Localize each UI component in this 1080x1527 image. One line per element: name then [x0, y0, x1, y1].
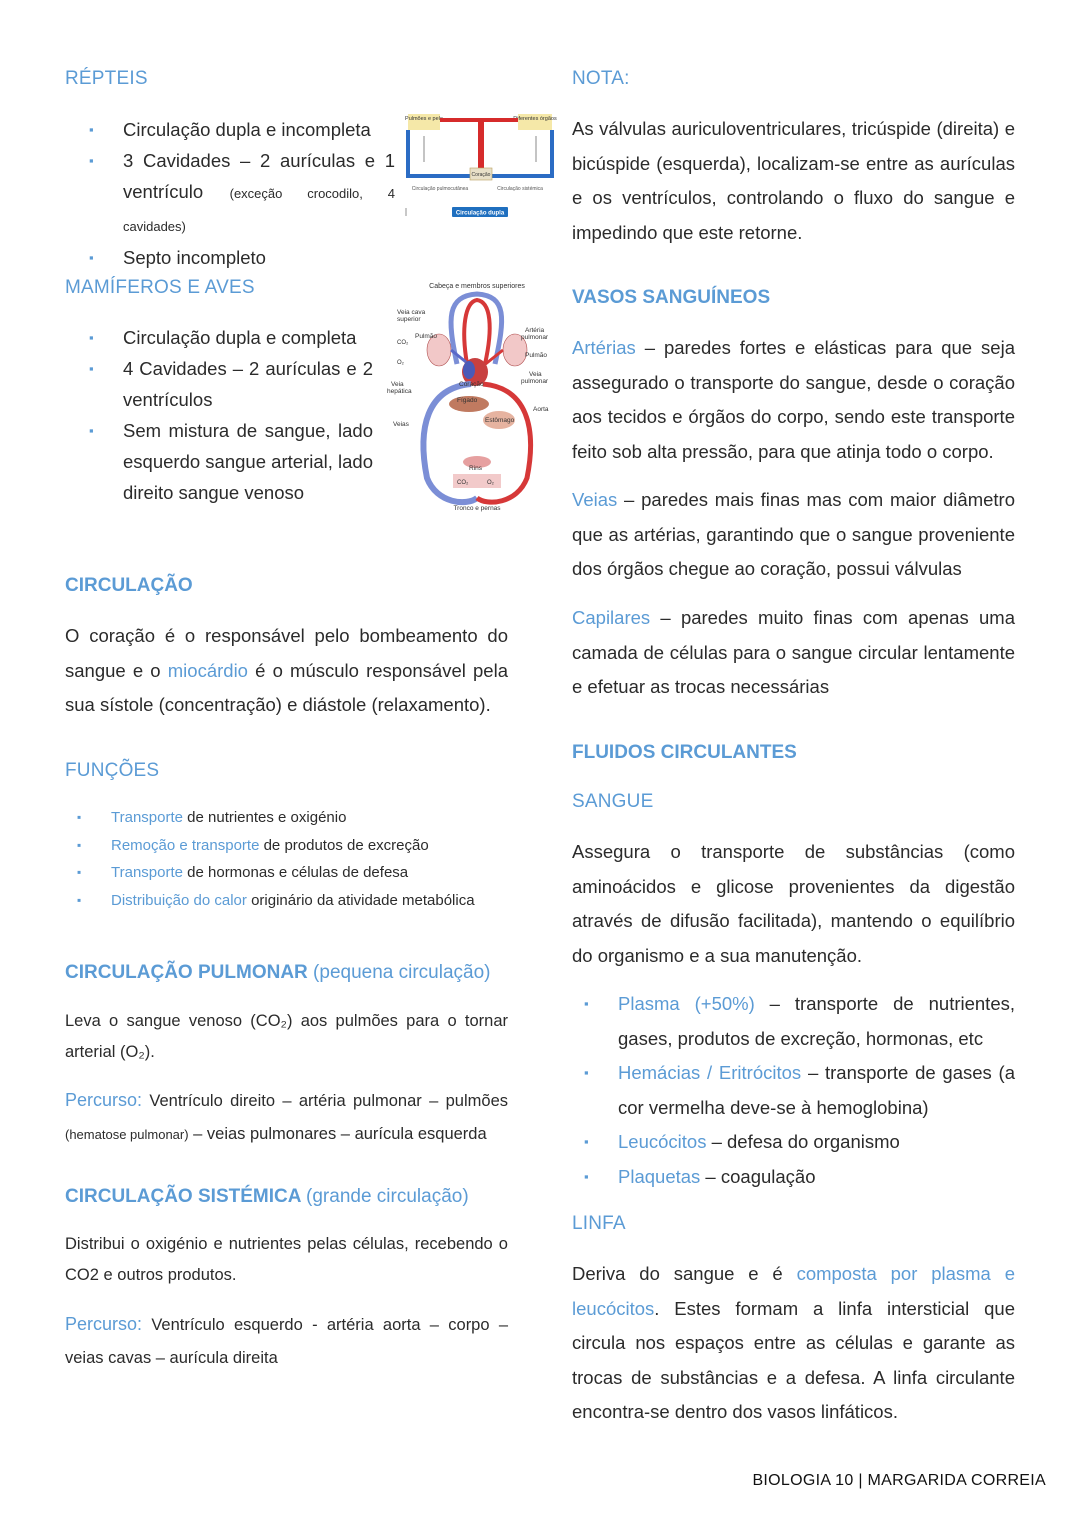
svg-text:Pulmão: Pulmão: [525, 352, 548, 359]
list-item: ▪ Transporte de hormonas e células de defesa: [65, 859, 505, 887]
circulacao-paragraph: O coração é o responsável pelo bombeamento do sangue e o miocárdio é o músculo responsável pela sua sístole (concentração) e diástole (relaxamento).: [65, 625, 508, 715]
svg-text:Aorta: Aorta: [533, 406, 549, 413]
svg-text:Fígado: Fígado: [457, 397, 478, 404]
page-footer: BIOLOGIA 10 | MARGARIDA CORREIA: [752, 1472, 1046, 1489]
capilares-paragraph: Capilares – paredes muito finas com apenas uma camada de células para o sangue circular lentamente e efetuar as trocas necessárias: [572, 607, 1015, 697]
sistemica-paragraph: Distribui o oxigénio e nutrientes pelas células, recebendo o CO2 e outros produtos.: [65, 1235, 508, 1284]
svg-text:Veia: Veia: [529, 371, 542, 378]
svg-text:pulmonar: pulmonar: [521, 378, 549, 385]
svg-text:Veias: Veias: [393, 421, 409, 428]
funcoes-heading: FUNÇÕES: [65, 760, 160, 781]
svg-text:Coração: Coração: [459, 381, 484, 388]
list-item: ▪ Circulação dupla e incompleta: [65, 114, 395, 145]
svg-text:superior: superior: [397, 316, 421, 323]
svg-text:Rins: Rins: [469, 465, 483, 472]
repteis-list: [65, 114, 395, 273]
list-item: ▪ Plasma (+50%) – transporte de nutrientes, gases, produtos de excreção, hormonas, etc: [560, 987, 1015, 1056]
svg-text:Coração: Coração: [471, 172, 491, 178]
pulmonar-percurso: Percurso: Ventrículo direito – artéria pulmonar – pulmões (hematose pulmonar) – veias pulmonares – aurícula esquerda: [65, 1090, 508, 1143]
list-item: ▪ 3 Cavidades – 2 aurículas e 1 ventrículo (exceção crocodilo, 4 cavidades): [65, 145, 395, 242]
list-item: ▪ Hemácias / Eritrócitos – transporte de gases (a cor vermelha deve-se à hemoglobina): [560, 1056, 1015, 1125]
svg-text:Estômago: Estômago: [485, 417, 515, 424]
sistemica-heading: CIRCULAÇÃO SISTÉMICA (grande circulação): [65, 1186, 469, 1207]
list-item: ▪ Sem mistura de sangue, lado esquerdo sangue arterial, lado direito sangue venoso: [65, 415, 373, 508]
svg-text:Cabeça e membros superiores: Cabeça e membros superiores: [429, 283, 525, 290]
fluidos-heading: FLUIDOS CIRCULANTES: [572, 742, 797, 763]
sangue-heading: SANGUE: [572, 791, 654, 812]
list-item: ▪ Leucócitos – defesa do organismo: [560, 1125, 1015, 1160]
circulacao-heading: CIRCULAÇÃO: [65, 575, 193, 596]
svg-text:Veia: Veia: [391, 381, 404, 388]
pulmonar-heading: CIRCULAÇÃO PULMONAR (pequena circulação): [65, 962, 491, 983]
svg-text:CO₂: CO₂: [397, 340, 409, 346]
repteis-heading: RÉPTEIS: [65, 68, 148, 89]
svg-text:Circulação dupla: Circulação dupla: [455, 210, 505, 217]
sangue-list: [560, 987, 1015, 1194]
svg-text:Veia cava: Veia cava: [397, 309, 426, 316]
sistemica-percurso: Percurso: Ventrículo esquerdo - artéria aorta – corpo – veias cavas – aurícula direita: [65, 1314, 508, 1367]
mamiferos-list: [65, 322, 373, 508]
svg-text:O₂: O₂: [487, 480, 494, 486]
linfa-heading: LINFA: [572, 1213, 626, 1234]
svg-text:hepática: hepática: [387, 388, 412, 395]
reptile-circulation-diagram: [400, 110, 600, 222]
svg-text:pulmonar: pulmonar: [521, 334, 549, 341]
svg-text:Tronco e pernas: Tronco e pernas: [453, 505, 501, 512]
svg-text:Pulmões e pele: Pulmões e pele: [405, 116, 443, 122]
svg-text:Circulação sistémica: Circulação sistémica: [497, 186, 543, 192]
mamiferos-heading: MAMÍFEROS E AVES: [65, 277, 255, 298]
svg-text:O₂: O₂: [397, 360, 404, 366]
sangue-paragraph: Assegura o transporte de substâncias (como aminoácidos e glicose provenientes da digestão através de difusão facilitada), mantendo o equilíbrio do organismo e a sua manutenção.: [572, 841, 1015, 966]
list-item: ▪ 4 Cavidades – 2 aurículas e 2 ventrículos: [65, 353, 373, 415]
list-item: ▪ Remoção e transporte de produtos de excreção: [65, 832, 505, 860]
list-item: ▪ Septo incompleto: [65, 242, 395, 273]
svg-text:Diferentes órgãos: Diferentes órgãos: [513, 116, 557, 122]
list-item: ▪ Circulação dupla e completa: [65, 322, 373, 353]
funcoes-list: [65, 804, 505, 914]
linfa-paragraph: Deriva do sangue e é composta por plasma e leucócitos. Estes formam a linfa intersticial que circula nos espaços entre as células e garante as trocas de substâncias e a defesa. A linfa circulante encontra-se dentro dos vasos linfáticos.: [572, 1263, 1015, 1422]
svg-text:Pulmão: Pulmão: [415, 333, 438, 340]
veias-paragraph: Veias – paredes mais finas mas com maior diâmetro que as artérias, garantindo que o sangue proveniente dos órgãos chegue ao coração, possui válvulas: [572, 489, 1015, 579]
nota-paragraph: As válvulas auriculoventriculares, tricúspide (direita) e bicúspide (esquerda), localizam-se entre as aurículas e os ventrículos, controlando o fluxo do sangue e impedindo que este retorne.: [572, 118, 1015, 243]
svg-text:Artéria: Artéria: [525, 327, 545, 334]
pulmonar-paragraph: Leva o sangue venoso (CO₂) aos pulmões para o tornar arterial (O₂).: [65, 1012, 508, 1061]
arterias-paragraph: Artérias – paredes fortes e elásticas para que seja assegurado o transporte do sangue, desde o coração aos tecidos e órgãos do corpo, sendo este transporte feito sob alta pressão, para que atinja todo o corpo.: [572, 337, 1015, 462]
svg-text:CO₂: CO₂: [457, 480, 469, 486]
list-item: ▪ Plaquetas – coagulação: [560, 1160, 1015, 1195]
nota-heading: NOTA:: [572, 68, 630, 89]
mammal-circulation-diagram: [387, 278, 557, 518]
list-item: ▪ Transporte de nutrientes e oxigénio: [65, 804, 505, 832]
list-item: ▪ Distribuição do calor originário da atividade metabólica: [65, 887, 505, 915]
vasos-heading: VASOS SANGUÍNEOS: [572, 287, 771, 308]
svg-text:Circulação pulmocutânea: Circulação pulmocutânea: [411, 186, 469, 192]
